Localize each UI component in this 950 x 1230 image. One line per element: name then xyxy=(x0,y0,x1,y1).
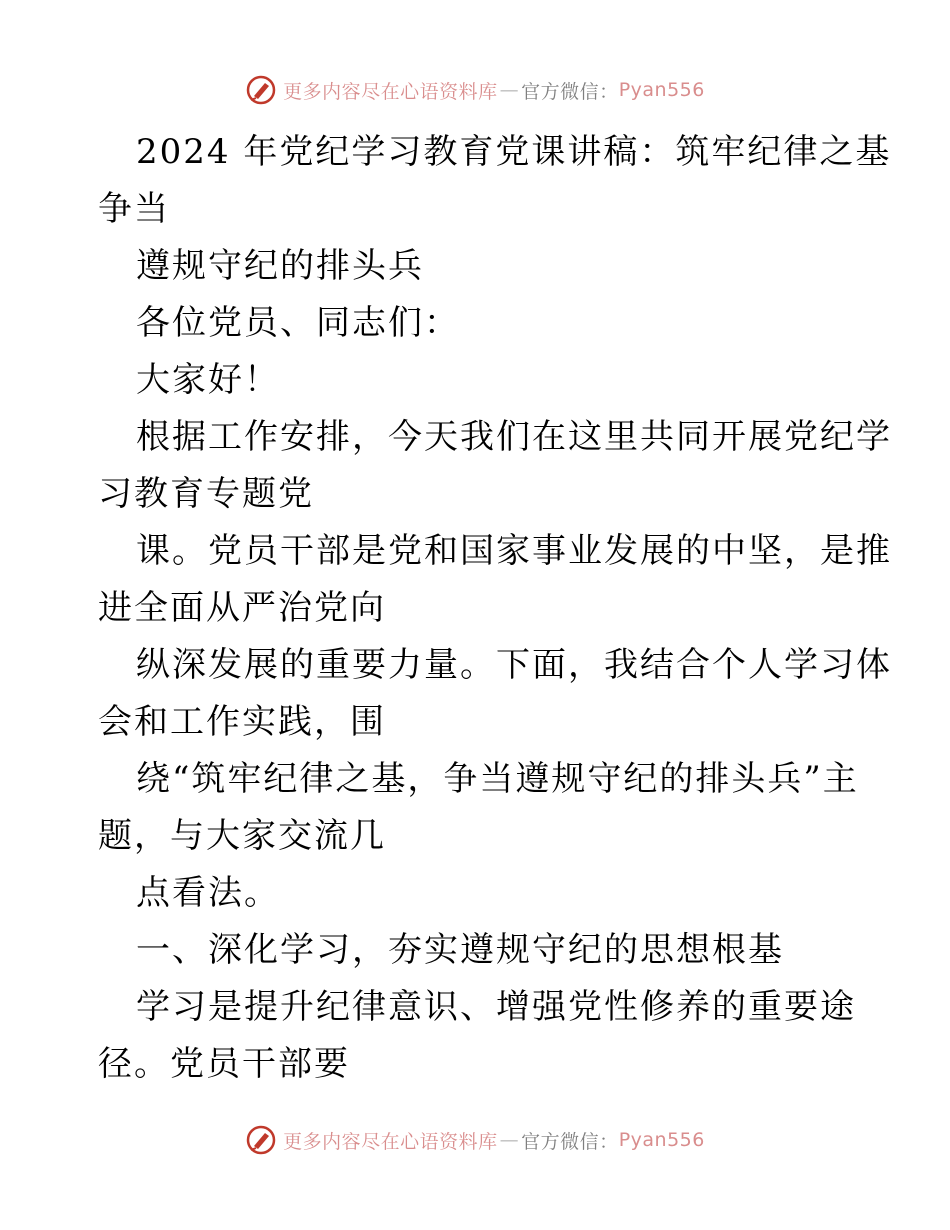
text-line: 大家好！ xyxy=(136,360,280,400)
text-line: 课。党员干部是党和国家事业发展的中坚，是推 xyxy=(136,531,892,571)
text-line: 习教育专题党 xyxy=(98,474,314,514)
text-line: 会和工作实践，围 xyxy=(98,702,386,742)
watermark-wechat-id: Pyan556 xyxy=(618,1129,705,1151)
text-line: 绕“筑牢纪律之基，争当遵规守纪的排头兵”主 xyxy=(136,759,859,799)
footer-watermark xyxy=(0,1120,950,1160)
text-line: 争当 xyxy=(98,189,170,229)
text-line: 题，与大家交流几 xyxy=(98,816,386,856)
text-line: 根据工作安排，今天我们在这里共同开展党纪学 xyxy=(136,417,892,457)
text-line: 一、深化学习，夯实遵规守纪的思想根基 xyxy=(136,930,784,970)
brand-logo-icon xyxy=(245,74,277,106)
brand-logo-icon xyxy=(245,1124,277,1156)
watermark-wechat-id: Pyan556 xyxy=(618,79,705,101)
text-line: 各位党员、同志们： xyxy=(136,303,460,343)
watermark-brand: 更多内容尽在心语资料库 xyxy=(283,80,498,103)
text-line: 2024 年党纪学习教育党课讲稿：筑牢纪律之基 xyxy=(136,132,892,172)
text-line: 进全面从严治党向 xyxy=(98,588,386,628)
text-line: 点看法。 xyxy=(136,873,280,913)
text-line: 遵规守纪的排头兵 xyxy=(136,246,424,286)
text-line: 学习是提升纪律意识、增强党性修养的重要途 xyxy=(136,987,856,1027)
text-line: 纵深发展的重要力量。下面，我结合个人学习体 xyxy=(136,645,892,685)
text-line: 径。党员干部要 xyxy=(98,1044,350,1084)
watermark-label: 官方微信： xyxy=(521,1130,619,1153)
header-watermark xyxy=(0,70,950,110)
watermark-dash: — xyxy=(499,1129,520,1151)
document-body xyxy=(98,124,892,1093)
watermark-dash: — xyxy=(499,79,520,101)
watermark-brand: 更多内容尽在心语资料库 xyxy=(283,1130,498,1153)
watermark-label: 官方微信： xyxy=(521,80,619,103)
